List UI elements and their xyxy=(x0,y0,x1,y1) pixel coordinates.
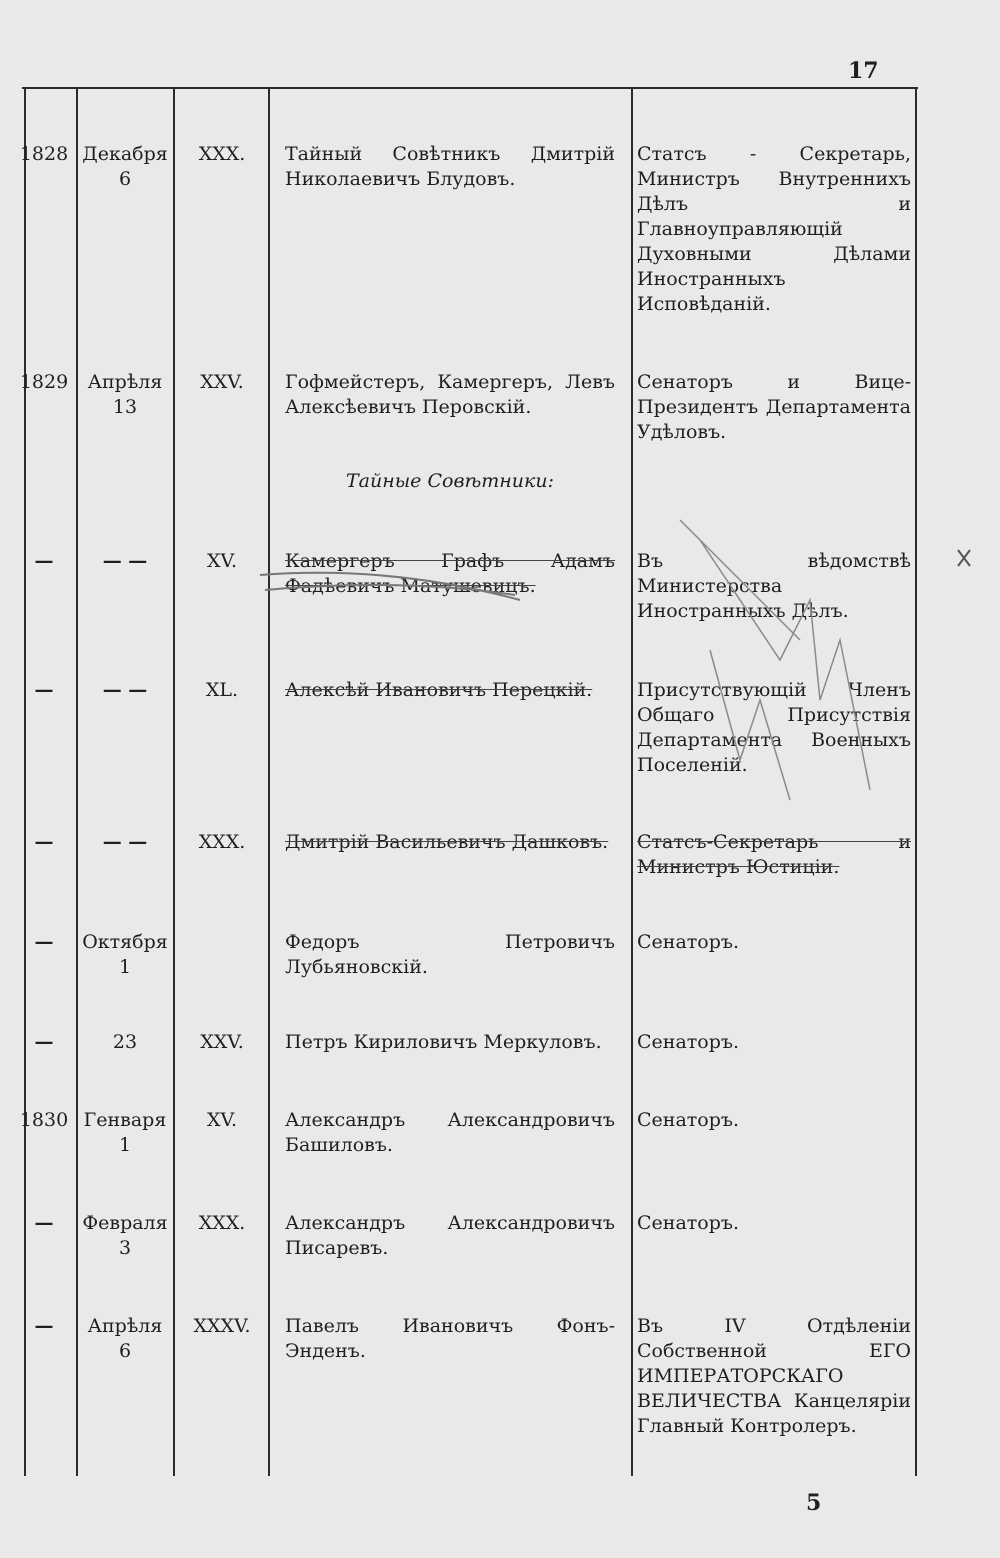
year-cell: — xyxy=(34,931,54,953)
page-number: 17 xyxy=(848,58,879,84)
post-cell: Сенаторъ и Вице-Президентъ Департамента Удѣловъ. xyxy=(637,371,911,443)
column-rule-4 xyxy=(268,88,270,1476)
column-rule-5 xyxy=(631,88,633,1476)
order-cell: XV. xyxy=(207,550,237,572)
post-cell: Сенаторъ. xyxy=(637,1109,740,1131)
name-cell: Тайный Совѣтникъ Дмитрій Николаевичъ Блудовъ. xyxy=(285,143,615,190)
column-rule-2 xyxy=(76,88,78,1476)
date-cell: Генваря 1 xyxy=(83,1109,167,1156)
date-cell: Апрѣля 6 xyxy=(87,1315,163,1362)
name-cell: Дмитрій Васильевичъ Дашковъ. xyxy=(285,831,609,853)
post-cell: Сенаторъ. xyxy=(637,1212,740,1234)
name-cell: Павелъ Ивановичъ Фонъ-Энденъ. xyxy=(285,1315,615,1362)
name-cell: Александръ Александровичъ Писаревъ. xyxy=(285,1212,615,1259)
name-cell: Алексѣй Ивановичъ Перецкій. xyxy=(285,679,593,701)
date-cell: — — xyxy=(102,550,148,572)
date-cell: Апрѣля 13 xyxy=(87,371,163,418)
year-cell: — xyxy=(34,831,54,853)
post-cell: Статсъ-Секретарь и Министръ Юстиціи. xyxy=(637,831,911,878)
year-cell: 1829 xyxy=(19,371,69,393)
post-cell: Присутствующій Членъ Общаго Присутствія Департамента Военныхъ Поселеній. xyxy=(637,679,911,776)
date-cell: 23 xyxy=(112,1031,138,1053)
order-cell: XXX. xyxy=(198,831,246,853)
section-heading: Тайные Совѣтники: xyxy=(345,470,555,492)
date-cell: — — xyxy=(102,679,148,701)
name-cell: Камергеръ Графъ Адамъ Фадѣевичъ Матушевицъ. xyxy=(285,550,615,597)
column-rule-1 xyxy=(24,88,26,1476)
order-cell: XXXV. xyxy=(193,1315,251,1337)
post-cell: Въ вѣдомствѣ Министерства Иностранныхъ Дѣлъ. xyxy=(637,550,911,622)
signature-mark: 5 xyxy=(806,1490,822,1516)
post-cell: Въ IV Отдѣленіи Собственной ЕГО ИМПЕРАТОРСКАГО ВЕЛИЧЕСТВА Канцеляріи Главный Контролеръ. xyxy=(637,1315,911,1437)
date-cell: Февраля 3 xyxy=(82,1212,168,1259)
year-cell: 1830 xyxy=(19,1109,69,1131)
name-cell: Петръ Кириловичъ Меркуловъ. xyxy=(285,1031,602,1053)
date-cell: — — xyxy=(102,831,148,853)
date-cell: Октября 1 xyxy=(82,931,168,978)
order-cell: XXV. xyxy=(200,371,244,393)
order-cell: XXV. xyxy=(200,1031,244,1053)
column-rule-3 xyxy=(173,88,175,1476)
top-rule xyxy=(22,87,918,89)
name-cell: Александръ Александровичъ Башиловъ. xyxy=(285,1109,615,1156)
name-cell: Федоръ Петровичъ Лубьяновскій. xyxy=(285,931,615,978)
order-cell: XV. xyxy=(207,1109,237,1131)
order-cell: XL. xyxy=(205,679,239,701)
order-cell: XXX. xyxy=(198,143,246,165)
column-rule-6 xyxy=(915,88,917,1476)
year-cell: — xyxy=(34,679,54,701)
year-cell: — xyxy=(34,1031,54,1053)
year-cell: 1828 xyxy=(19,143,69,165)
date-cell: Декабря 6 xyxy=(82,143,168,190)
year-cell: — xyxy=(34,550,54,572)
name-cell: Гофмейстеръ, Камергеръ, Левъ Алексѣевичъ Перовскій. xyxy=(285,371,615,418)
year-cell: — xyxy=(34,1315,54,1337)
post-cell: Статсъ - Секретарь, Министръ Внутреннихъ Дѣлъ и Главноуправляющій Духовными Дѣлами Иностранныхъ Исповѣданій. xyxy=(637,143,911,315)
order-cell: XXX. xyxy=(198,1212,246,1234)
post-cell: Сенаторъ. xyxy=(637,931,740,953)
year-cell: — xyxy=(34,1212,54,1234)
post-cell: Сенаторъ. xyxy=(637,1031,740,1053)
